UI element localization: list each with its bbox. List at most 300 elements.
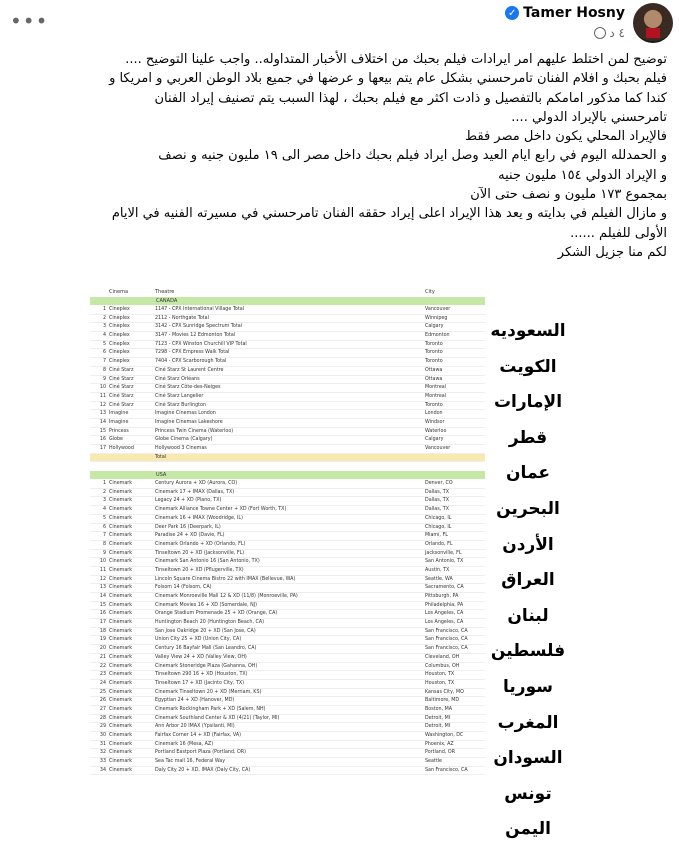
row-theatre: Cinemark Stoneridge Plaza (Gahanna, OH) — [155, 663, 258, 669]
row-cinema: Cinemark — [109, 611, 133, 617]
table-row — [90, 428, 485, 437]
table-row — [90, 402, 485, 411]
avatar[interactable] — [633, 3, 673, 43]
row-city: Detroit, MI — [425, 724, 451, 730]
row-number: 18 — [99, 628, 106, 634]
row-cinema: Hollywood — [109, 446, 134, 451]
row-city: Jacksonville, FL — [425, 550, 462, 556]
table-row — [90, 332, 485, 341]
row-cinema: Ciné Starz — [109, 393, 134, 399]
table-row — [90, 489, 485, 498]
row-theatre: Cinemark Rockingham Park + XD (Salem, NH) — [155, 706, 266, 712]
row-city: San Antonio, TX — [425, 559, 464, 565]
row-city: Edmonton — [425, 333, 450, 339]
row-city: Seattle, WA — [425, 576, 453, 582]
country-name: تونس — [504, 783, 552, 804]
row-number: 14 — [99, 419, 106, 425]
table-row — [90, 341, 485, 350]
row-number: 1 — [102, 481, 106, 487]
table-row — [90, 593, 485, 602]
row-theatre: 7123 - CPX Winston Churchill VIP Total — [155, 341, 247, 347]
row-cinema: Cinemark — [109, 559, 133, 565]
post-photo[interactable] — [80, 282, 600, 843]
row-cinema: Cinemark — [109, 541, 133, 547]
post-line: و مازال الفيلم في بدايته و يعد هذا الإيراد اعلى إيراد حققه الفنان تامرحسني في مسيرته الفنيه في الايام — [111, 206, 667, 222]
row-theatre: Union City 25 + XD (Union City, CA) — [155, 637, 242, 643]
row-number: 1 — [102, 307, 106, 312]
row-number: 5 — [102, 341, 106, 347]
row-cinema: Cinemark — [109, 741, 133, 747]
row-cinema: Cinemark — [109, 698, 133, 704]
row-number: 16 — [99, 437, 106, 443]
table-row — [90, 550, 485, 559]
row-theatre: Century 16 Bayfair Mall (San Leandro, CA) — [155, 646, 257, 652]
table-row — [90, 576, 485, 585]
country-name: عمان — [506, 463, 550, 484]
row-theatre: Cinemark Orlando + XD (Orlando, FL) — [155, 541, 246, 547]
row-cinema: Cinemark — [109, 715, 133, 721]
row-theatre: Sea Tac mall 16, Federal Way — [155, 759, 226, 765]
row-cinema: Imagine — [109, 411, 129, 417]
row-cinema: Cineplex — [109, 333, 130, 339]
row-city: Windsor — [425, 419, 445, 425]
row-city: Toronto — [425, 402, 443, 408]
row-number: 15 — [99, 602, 106, 608]
row-theatre: Tinseltown 290 16 + XD (Houston, TX) — [155, 672, 248, 678]
header-theatre: Theatre — [155, 289, 175, 295]
row-cinema: Cinemark — [109, 733, 133, 738]
country-name: اليمن — [505, 819, 551, 840]
row-theatre: Ciné Starz Burlington — [155, 402, 206, 408]
row-theatre: Cinemark Southland Center & XD (4/21) (Taylor, MI) — [155, 715, 280, 721]
total-row — [90, 454, 485, 463]
post-meta — [594, 26, 625, 40]
row-number: 27 — [99, 706, 106, 712]
row-number: 8 — [102, 541, 106, 547]
row-theatre: Portland Eastport Plaza (Portland, OR) — [155, 750, 247, 756]
row-number: 13 — [99, 585, 106, 591]
row-theatre: Cinemark 16 + IMAX (Woodridge, IL) — [155, 515, 243, 521]
row-city: Miami, FL — [425, 533, 448, 539]
table-row — [90, 480, 485, 489]
post-line: و الإيراد الدولي ١٥٤ مليون جنيه — [498, 167, 667, 183]
row-cinema: Cinemark — [109, 637, 133, 643]
row-number: 14 — [99, 594, 106, 599]
row-theatre: Tinseltown 20 + XD (Jacksonville, FL) — [155, 550, 245, 556]
row-cinema: Cinemark — [109, 567, 133, 573]
row-number: 2 — [102, 489, 106, 495]
row-city: San Francisco, CA — [425, 646, 468, 652]
row-theatre: Cinemark Alliance Towne Center + XD (Fort Worth, TX) — [155, 507, 287, 513]
row-city: Vancouver — [425, 446, 451, 451]
table-row — [90, 741, 485, 750]
row-theatre: Ciné Starz St Laurent Centre — [155, 367, 224, 373]
post-line: توضيح لمن اختلط عليهم امر ايرادات فيلم بحبك من اختلاف الأخبار المتداوله.. واجب علينا التوضيح .... — [125, 52, 667, 67]
table-row — [90, 767, 485, 776]
row-city: Ottawa — [425, 367, 443, 373]
row-city: London — [425, 411, 443, 417]
table-row — [90, 732, 485, 741]
row-city: Chicago, IL — [425, 524, 452, 530]
row-number: 3 — [102, 324, 106, 330]
header-cinema: Cinema — [109, 289, 129, 295]
row-cinema: Ciné Starz — [109, 376, 134, 382]
row-number: 12 — [99, 576, 106, 582]
row-cinema: Cinemark — [109, 706, 133, 712]
row-theatre: Ann Arbor 20 IMAX (Ypsilanti, MI) — [155, 724, 235, 730]
row-theatre: 3147 - Movies 12 Edmonton Total — [155, 333, 236, 339]
row-theatre: Cinemark Tinseltown 20 + XD (Merriam, KS) — [155, 689, 262, 695]
table-row — [90, 445, 485, 454]
row-city: Pittsburgh, PA — [425, 594, 459, 599]
row-city: Montreal — [425, 393, 447, 399]
row-city: Dallas, TX — [425, 489, 450, 495]
row-theatre: 1147 - CPX International Village Total — [155, 307, 245, 312]
row-number: 28 — [99, 715, 106, 721]
row-city: Waterloo — [425, 428, 447, 434]
region-usa: USA — [90, 471, 485, 479]
row-theatre: Cinemark San Antonio 16 (San Antonio, TX) — [155, 559, 260, 565]
row-city: Boston, MA — [425, 706, 453, 712]
row-city: Calgary — [425, 324, 444, 330]
row-number: 25 — [99, 689, 106, 695]
country-name: الأردن — [502, 534, 554, 555]
country-name: السودان — [493, 748, 563, 769]
table-row — [90, 358, 485, 367]
row-city: Houston, TX — [425, 680, 455, 686]
table-row — [90, 663, 485, 672]
row-theatre: Ciné Starz Langelier — [155, 393, 204, 399]
table-row — [90, 410, 485, 419]
row-number: 15 — [99, 428, 106, 434]
row-number: 32 — [99, 750, 106, 756]
country-name: السعوديه — [490, 321, 566, 341]
row-cinema: Cinemark — [109, 550, 133, 556]
row-theatre: Cinemark Movies 16 + XD (Somerdale, NJ) — [155, 602, 258, 608]
row-city: Dallas, TX — [425, 507, 450, 513]
row-city: Ottawa — [425, 376, 443, 382]
post-line: لكم منا جزيل الشكر — [557, 244, 667, 260]
country-name: سوريا — [503, 676, 553, 697]
row-city: Baltimore, MD — [425, 698, 460, 704]
globe-icon — [594, 27, 606, 39]
row-number: 33 — [99, 759, 106, 765]
row-cinema: Cinemark — [109, 628, 133, 634]
row-number: 29 — [99, 724, 106, 730]
table-row — [90, 506, 485, 515]
more-options-icon[interactable]: ••• — [10, 9, 49, 33]
row-cinema: Cineplex — [109, 359, 130, 365]
table-row — [90, 541, 485, 550]
row-theatre: Imagine Cinemas Lakeshore — [155, 419, 223, 425]
verified-badge-icon: ✓ — [505, 6, 519, 20]
country-name: البحرين — [496, 498, 560, 519]
row-cinema: Ciné Starz — [109, 385, 134, 391]
row-number: 20 — [99, 646, 106, 652]
post-line: بمجموع ١٧٣ مليون و نصف حتى الآن — [470, 187, 667, 203]
row-number: 9 — [102, 550, 106, 556]
row-city: Vancouver — [425, 307, 451, 312]
row-theatre: Imagine Cinemas London — [155, 411, 216, 417]
table-row — [90, 384, 485, 393]
row-city: Winnipeg — [425, 315, 448, 321]
row-city: Calgary — [425, 437, 444, 443]
row-cinema: Cinemark — [109, 515, 133, 521]
row-number: 11 — [99, 567, 106, 573]
post-line: كندا كما مذكور امامكم بالتفصيل و ذادت اكثر مع فيلم بحبك ، لهذا السبب يتم تصنيف إيراد الفنان — [154, 90, 667, 106]
row-number: 17 — [99, 446, 106, 451]
row-number: 23 — [99, 672, 106, 678]
row-cinema: Cineplex — [109, 350, 130, 356]
row-cinema: Cinemark — [109, 533, 133, 539]
table-row — [90, 723, 485, 732]
row-theatre: Paradise 24 + XD (Davie, FL) — [155, 533, 225, 539]
row-cinema: Cinemark — [109, 524, 133, 530]
row-cinema: Cineplex — [109, 324, 130, 330]
table-row — [90, 758, 485, 767]
total-label: Total — [155, 454, 167, 460]
row-number: 4 — [102, 333, 106, 339]
row-theatre: Daly City 20 + XD, IMAX (Daly City, CA) — [155, 767, 251, 773]
row-theatre: Egyptian 24 + XD (Hanover, MD) — [155, 698, 235, 704]
row-theatre: Globe Cinema (Calgary) — [155, 437, 213, 443]
row-theatre: San Jose Oakridge 20 + XD (San Jose, CA) — [155, 628, 256, 634]
row-number: 9 — [102, 376, 106, 382]
table-row — [90, 558, 485, 567]
row-number: 17 — [99, 620, 106, 626]
table-row — [90, 689, 485, 698]
row-cinema: Cineplex — [109, 341, 130, 347]
post-time[interactable]: ٤ د — [609, 26, 625, 40]
table-row — [90, 715, 485, 724]
region-canada: CANADA — [90, 297, 485, 305]
row-city: Philadelphia, PA — [425, 602, 464, 608]
row-city: Denver, CO — [425, 481, 453, 487]
table-row — [90, 706, 485, 715]
table-row — [90, 749, 485, 758]
row-city: Chicago, IL — [425, 515, 452, 521]
row-city: Houston, TX — [425, 672, 455, 678]
row-city: Toronto — [425, 359, 443, 365]
row-cinema: Cinemark — [109, 507, 133, 513]
table-row — [90, 419, 485, 428]
table-row — [90, 367, 485, 376]
row-cinema: Cinemark — [109, 680, 133, 686]
row-theatre: 7298 - CPX Empress Walk Total — [155, 350, 230, 356]
author-name[interactable]: Tamer Hosny — [523, 5, 625, 21]
country-name: العراق — [501, 570, 555, 591]
row-theatre: Fairfax Corner 14 + XD (Fairfax, VA) — [155, 733, 241, 738]
country-list — [478, 314, 578, 843]
header-city: City — [425, 289, 435, 295]
row-theatre: Valley View 24 + XD (Valley View, OH) — [155, 654, 247, 660]
row-number: 34 — [99, 767, 106, 773]
row-number: 19 — [99, 637, 106, 643]
row-cinema: Cinemark — [109, 663, 133, 669]
table-row — [90, 636, 485, 645]
post-line: و الحمدلله اليوم في رابع ايام العيد وصل ايراد فيلم بحبك داخل مصر الى ١٩ مليون جنيه و نصف — [158, 148, 667, 164]
country-name: فلسطين — [490, 641, 566, 662]
table-row — [90, 393, 485, 402]
row-cinema: Cinemark — [109, 594, 133, 599]
table-row — [90, 315, 485, 324]
table-row — [90, 497, 485, 506]
row-cinema: Cinemark — [109, 602, 133, 608]
row-theatre: Cinemark 16 (Mesa, AZ) — [155, 741, 214, 747]
post-line: الأولى للفيلم ...... — [570, 225, 667, 241]
row-city: Sacramento, CA — [425, 585, 464, 591]
row-city: Montreal — [425, 385, 447, 391]
row-number: 31 — [99, 741, 106, 747]
row-theatre: Deer Park 16 (Deerpark, IL) — [155, 524, 221, 530]
table-row — [90, 645, 485, 654]
row-number: 8 — [102, 367, 106, 373]
row-cinema: Princess — [109, 428, 129, 434]
table-row — [90, 567, 485, 576]
row-cinema: Cinemark — [109, 724, 133, 730]
table-row — [90, 323, 485, 332]
row-cinema: Globe — [109, 437, 123, 443]
country-name: المغرب — [497, 712, 559, 733]
row-number: 21 — [99, 654, 106, 660]
table-row — [90, 680, 485, 689]
table-row — [90, 584, 485, 593]
row-theatre: Tinseltown 17 + XD (Jacinto City, TX) — [155, 680, 245, 686]
row-city: Washington, DC — [425, 733, 464, 738]
row-theatre: Hollywood 3 Cinemas — [155, 446, 207, 451]
row-number: 3 — [102, 498, 106, 504]
row-cinema: Cinemark — [109, 654, 133, 660]
row-number: 24 — [99, 680, 106, 686]
row-number: 7 — [102, 533, 106, 539]
country-name: قطر — [508, 427, 548, 448]
row-number: 12 — [99, 402, 106, 408]
row-city: Toronto — [425, 350, 443, 356]
row-theatre: Ciné Starz Côte-des-Neiges — [155, 385, 221, 391]
row-theatre: Orange Stadium Promenade 25 + XD (Orange, CA) — [155, 611, 278, 617]
table-row — [90, 671, 485, 680]
row-number: 26 — [99, 698, 106, 704]
row-theatre: Century Aurora + XD (Aurora, CO) — [155, 481, 238, 487]
row-city: Dallas, TX — [425, 498, 450, 504]
row-number: 2 — [102, 315, 106, 321]
row-number: 10 — [99, 385, 106, 391]
row-cinema: Cinemark — [109, 767, 133, 773]
table-row — [90, 602, 485, 611]
row-number: 30 — [99, 733, 106, 738]
row-cinema: Cinemark — [109, 498, 133, 504]
row-cinema: Cinemark — [109, 689, 133, 695]
row-city: Toronto — [425, 341, 443, 347]
author-row — [505, 5, 625, 21]
row-number: 11 — [99, 393, 106, 399]
row-city: San Francisco, CA — [425, 628, 468, 634]
row-cinema: Cinemark — [109, 620, 133, 626]
row-theatre: Tinseltown 20 + XD (Pflugerville, TX) — [155, 567, 244, 573]
table-header — [90, 288, 485, 296]
row-city: Los Angeles, CA — [425, 620, 464, 626]
table-row — [90, 532, 485, 541]
country-name: الكويت — [499, 356, 557, 377]
row-number: 13 — [99, 411, 106, 417]
row-number: 5 — [102, 515, 106, 521]
table-row — [90, 654, 485, 663]
row-city: San Francisco, CA — [425, 767, 468, 773]
row-cinema: Imagine — [109, 419, 129, 425]
table-row — [90, 436, 485, 445]
row-number: 6 — [102, 524, 106, 530]
row-cinema: Cinemark — [109, 576, 133, 582]
country-name: لبنان — [507, 605, 549, 626]
row-number: 7 — [102, 359, 106, 365]
row-theatre: Cinemark Monroeville Mall 12 & XD (11/8) (Monroeville, PA) — [155, 594, 298, 599]
row-cinema: Ciné Starz — [109, 402, 134, 408]
row-number: 4 — [102, 507, 106, 513]
row-cinema: Cinemark — [109, 646, 133, 652]
row-theatre: Legacy 24 + XD (Plano, TX) — [155, 498, 222, 504]
row-city: Austin, TX — [425, 567, 450, 573]
row-city: San Francisco, CA — [425, 637, 468, 643]
country-name: الإمارات — [493, 392, 563, 413]
post-line: فيلم بحبك و افلام الفنان تامرحسني بشكل عام يتم بيعها و عرضها في جميع بلاد الوطن العربي و امريكا و — [109, 71, 667, 87]
table-row — [90, 610, 485, 619]
row-theatre: Cinemark 17 + IMAX (Dallas, TX) — [155, 489, 235, 495]
row-theatre: Ciné Starz Orléans — [155, 376, 200, 382]
row-number: 16 — [99, 611, 106, 617]
table-row — [90, 349, 485, 358]
row-theatre: Lincoln Square Cinema Bistro 22 with IMAX (Bellevue, WA) — [155, 576, 296, 582]
row-city: Phoenix, AZ — [425, 741, 454, 747]
row-city: Columbus, OH — [425, 663, 460, 669]
row-city: Detroit, MI — [425, 715, 451, 721]
post-header — [0, 0, 679, 50]
row-cinema: Cinemark — [109, 672, 133, 678]
row-number: 6 — [102, 350, 106, 356]
row-city: Portland, OR — [425, 750, 456, 756]
post-body — [8, 50, 667, 262]
row-cinema: Cinemark — [109, 585, 133, 591]
row-cinema: Cineplex — [109, 307, 130, 312]
row-city: Los Angeles, CA — [425, 611, 464, 617]
post-line: تامرحسني بالإيراد الدولي .... — [511, 109, 667, 125]
table-row — [90, 524, 485, 533]
row-theatre: 3142 - CPX Sunridge Spectrum Total — [155, 324, 243, 330]
row-cinema: Cinemark — [109, 759, 133, 765]
table-row — [90, 306, 485, 315]
post-line: فالإيراد المحلي يكون داخل مصر فقط — [465, 129, 667, 145]
table-row — [90, 697, 485, 706]
table-row — [90, 376, 485, 385]
row-cinema: Cinemark — [109, 481, 133, 487]
row-city: Cleveland, OH — [425, 654, 460, 660]
row-cinema: Cinemark — [109, 489, 133, 495]
row-theatre: Folsom 14 (Folsom, CA) — [155, 585, 212, 591]
row-city: Orlando, FL — [425, 541, 453, 547]
table-row — [90, 515, 485, 524]
row-theatre: 7404 - CPX Scarborough Total — [155, 359, 227, 365]
row-city: Kansas City, MO — [425, 689, 464, 695]
row-cinema: Cineplex — [109, 315, 130, 321]
row-city: Seattle — [425, 759, 442, 765]
row-theatre: Princess Twin Cinema (Waterloo) — [155, 428, 234, 434]
row-cinema: Ciné Starz — [109, 367, 134, 373]
row-cinema: Cinemark — [109, 750, 133, 756]
row-theatre: Huntington Beach 20 (Huntington Beach, CA) — [155, 620, 265, 626]
cinema-table — [90, 288, 485, 775]
row-theatre: 2112 - Northgate Total — [155, 315, 209, 321]
table-row — [90, 619, 485, 628]
table-row — [90, 628, 485, 637]
